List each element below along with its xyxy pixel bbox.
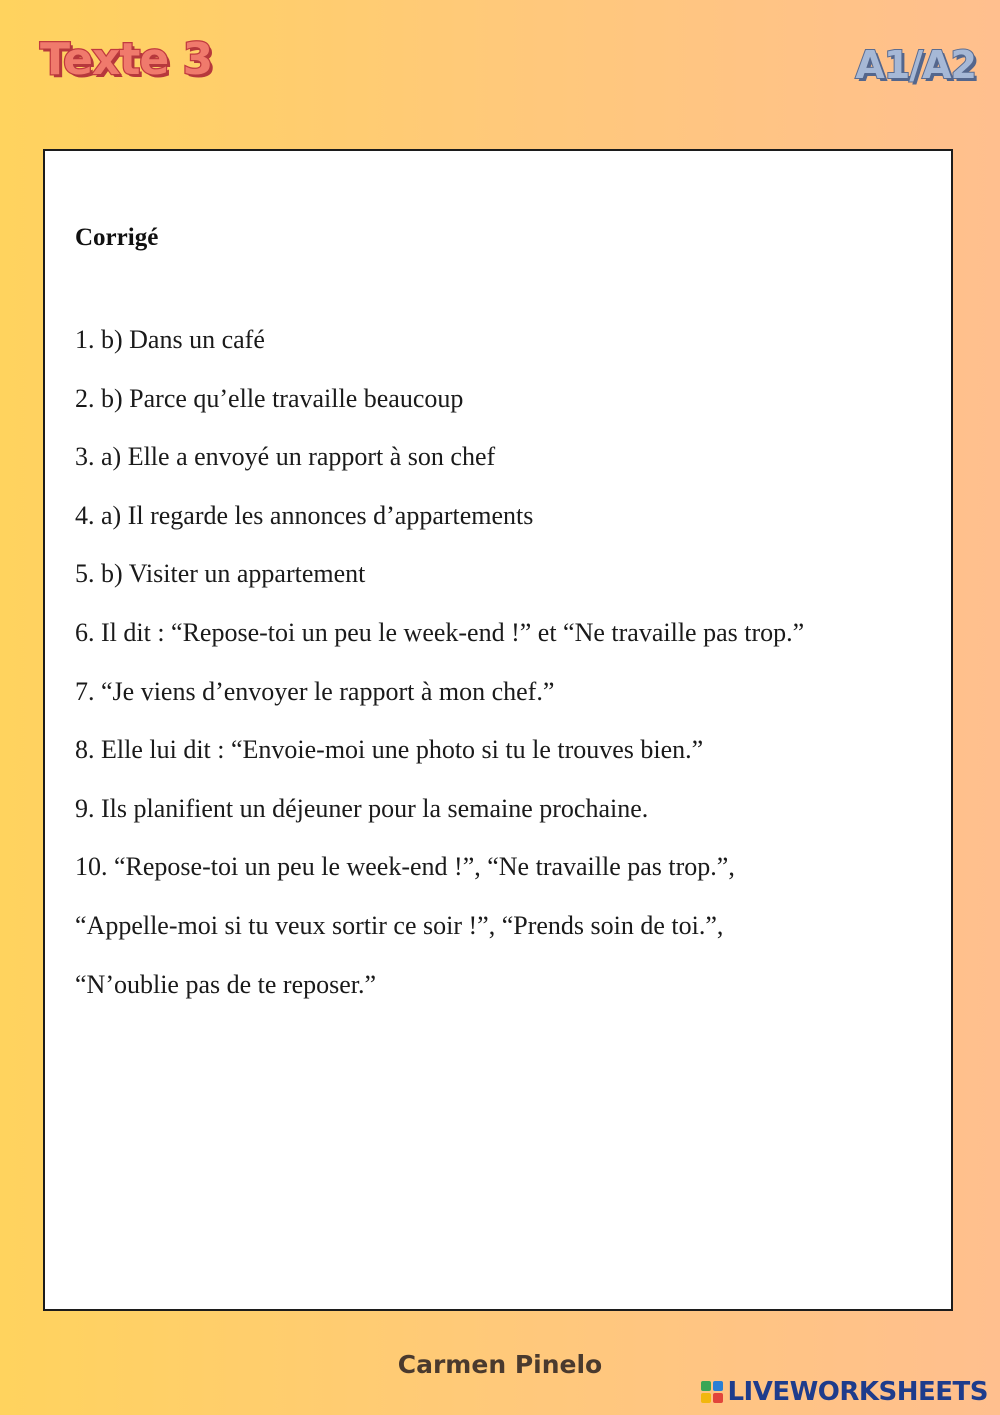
watermark-text: LIVEWORKSHEETS xyxy=(727,1377,988,1407)
level-badge: A1/A2 xyxy=(855,43,976,87)
liveworksheets-watermark[interactable] xyxy=(701,1377,988,1407)
answer-line-8: 8. Elle lui dit : “Envoie-moi une photo si tu le trouves bien.” xyxy=(75,735,704,765)
page-title: Texte 3 xyxy=(40,34,213,85)
answer-line-3: 3. a) Elle a envoyé un rapport à son chef xyxy=(75,442,496,472)
answer-line-7: 7. “Je viens d’envoyer le rapport à mon chef.” xyxy=(75,676,555,706)
answer-line-10-cont-1: “Appelle-moi si tu veux sortir ce soir !”, “Prends soin de toi.”, xyxy=(75,910,724,940)
author-name: Carmen Pinelo xyxy=(397,1350,603,1379)
answer-line-5: 5. b) Visiter un appartement xyxy=(75,559,366,589)
answers-list xyxy=(75,311,931,1014)
answer-heading: Corrigé xyxy=(75,224,159,251)
answer-line-10-cont-2: “N’oublie pas de te reposer.” xyxy=(75,969,377,999)
liveworksheets-logo-icon xyxy=(701,1381,723,1403)
answer-line-10: 10. “Repose-toi un peu le week-end !”, “Ne travaille pas trop.”, xyxy=(75,852,735,882)
answer-line-1: 1. b) Dans un café xyxy=(75,325,265,354)
answer-line-6: 6. Il dit : “Repose-toi un peu le week-end !” et “Ne travaille pas trop.” xyxy=(75,617,805,647)
answer-line-2: 2. b) Parce qu’elle travaille beaucoup xyxy=(75,383,464,413)
answer-line-9: 9. Ils planifient un déjeuner pour la semaine prochaine. xyxy=(75,793,649,823)
answer-box xyxy=(43,149,953,1311)
answer-line-4: 4. a) Il regarde les annonces d’appartements xyxy=(75,500,534,530)
